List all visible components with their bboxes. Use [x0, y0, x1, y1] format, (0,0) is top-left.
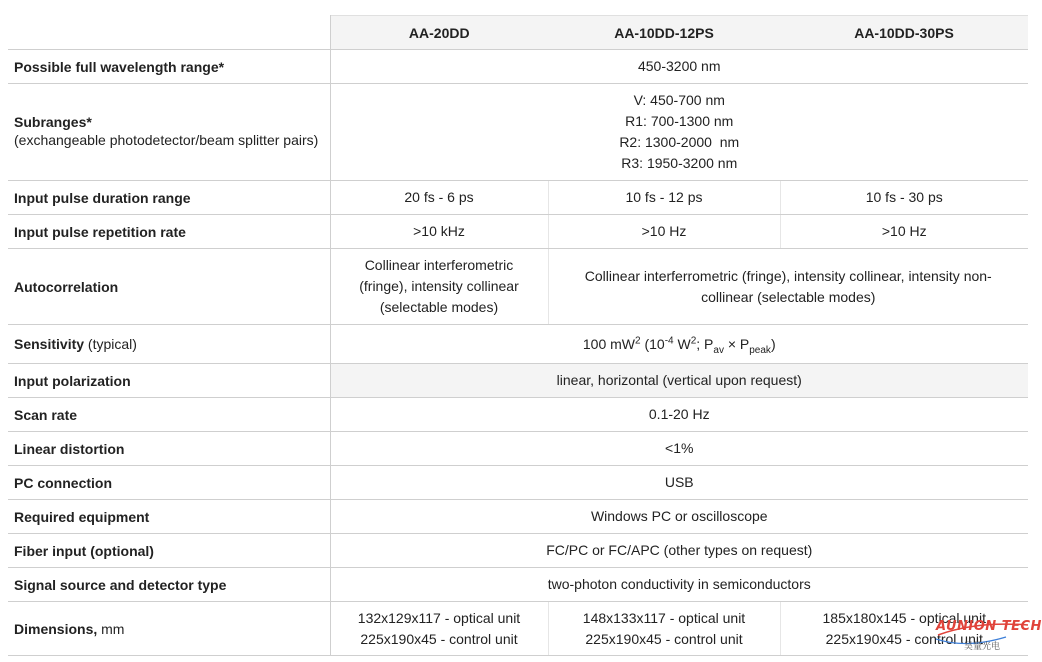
table-row [8, 84, 1028, 181]
sens-sup: 2 [635, 334, 641, 346]
table-header-row [8, 16, 1028, 50]
sens-sup: -4 [664, 334, 674, 346]
subrange-v: V: 450-700 nm [633, 92, 725, 108]
autocorr-line: collinear (selectable modes) [701, 288, 876, 305]
table-row [8, 215, 1028, 249]
sens-text: 100 mW [582, 335, 635, 352]
dimension-line: 132x129x117 - optical unit [357, 609, 521, 626]
table-row [8, 466, 1028, 500]
row-label: Input polarization [8, 364, 330, 398]
table-row [8, 398, 1028, 432]
cell-value: 20 fs - 6 ps [330, 181, 548, 215]
dimensions-label: Dimensions, [14, 620, 98, 637]
column-header-aa-10dd-12ps: AA-10DD-12PS [548, 16, 780, 50]
subrange-r2: R2: 1300-2000 nm [619, 134, 740, 150]
cell-value [330, 602, 548, 656]
dimension-line: 225x190x45 - control unit [825, 630, 983, 647]
dimension-line: 225x190x45 - control unit [360, 630, 518, 647]
row-label: PC connection [8, 466, 330, 500]
row-label: Required equipment [8, 500, 330, 534]
watermark-logo [936, 619, 1042, 655]
table-row [8, 432, 1028, 466]
row-label: Input pulse duration range [8, 181, 330, 215]
row-label: Fiber input (optional) [8, 534, 330, 568]
sens-text: (10 [640, 335, 665, 352]
cell-value: >10 Hz [548, 215, 780, 249]
row-value: USB [330, 466, 1028, 500]
table-row [8, 568, 1028, 602]
sensitivity-label: Sensitivity [14, 336, 85, 352]
row-label: Autocorrelation [8, 249, 330, 325]
sensitivity-note: (typical) [87, 336, 137, 352]
dimension-line: 148x133x117 - optical unit [582, 609, 746, 626]
sens-text: ; P [696, 335, 714, 352]
table-row [8, 364, 1028, 398]
header-corner [8, 16, 330, 50]
dimension-line: 225x190x45 - control unit [585, 630, 743, 647]
autocorr-line: Collinear interferrometric (fringe), intensity collinear, intensity non- [584, 267, 992, 284]
row-value: <1% [330, 432, 1028, 466]
subranges-label: Subranges* [14, 113, 92, 130]
watermark-subtext: 昊量光电 [964, 642, 1001, 652]
cell-value [548, 602, 780, 656]
autocorr-line: (fringe), intensity collinear [359, 278, 519, 294]
sens-text: W [673, 335, 691, 352]
cell-value [330, 249, 548, 325]
sens-sub: peak [749, 344, 771, 356]
row-label: Input pulse repetition rate [8, 215, 330, 249]
cell-value: >10 Hz [780, 215, 1028, 249]
row-label: Linear distortion [8, 432, 330, 466]
dimensions-unit: mm [101, 620, 125, 637]
sens-text: × P [723, 335, 750, 352]
spec-table [8, 15, 1028, 656]
table-row [8, 500, 1028, 534]
row-value: 0.1-20 Hz [330, 398, 1028, 432]
sens-sup: 2 [690, 334, 697, 346]
column-header-aa-10dd-30ps: AA-10DD-30PS [780, 16, 1028, 50]
row-value [330, 325, 1028, 364]
row-label [8, 84, 330, 181]
table-row [8, 602, 1028, 656]
subrange-r1: R1: 700-1300 nm [625, 113, 734, 129]
watermark-text: AUNION TECH [936, 619, 1042, 634]
row-label: Signal source and detector type [8, 568, 330, 602]
row-label [8, 602, 330, 656]
row-value: 450-3200 nm [330, 50, 1028, 84]
table-row [8, 50, 1028, 84]
row-value: two-photon conductivity in semiconductors [330, 568, 1028, 602]
cell-value [548, 249, 1028, 325]
autocorr-line: Collinear interferometric [364, 257, 514, 273]
column-header-aa-20dd: AA-20DD [330, 16, 548, 50]
table-row [8, 249, 1028, 325]
cell-value: 10 fs - 30 ps [780, 181, 1028, 215]
sens-text: ) [770, 335, 776, 352]
row-label: Scan rate [8, 398, 330, 432]
row-value: linear, horizontal (vertical upon request) [330, 364, 1028, 398]
subrange-r3: R3: 1950-3200 nm [621, 155, 738, 171]
table-row [8, 534, 1028, 568]
dimension-line: 185x180x145 - optical unit [822, 609, 986, 626]
subranges-note: (exchangeable photodetector/beam splitter pairs) [14, 131, 319, 148]
table-row [8, 325, 1028, 364]
sens-sub: av [713, 344, 724, 356]
cell-value: >10 kHz [330, 215, 548, 249]
row-label: Possible full wavelength range* [8, 50, 330, 84]
row-value [330, 84, 1028, 181]
row-label [8, 325, 330, 364]
row-value: FC/PC or FC/APC (other types on request) [330, 534, 1028, 568]
cell-value: 10 fs - 12 ps [548, 181, 780, 215]
table-row [8, 181, 1028, 215]
row-value: Windows PC or oscilloscope [330, 500, 1028, 534]
autocorr-line: (selectable modes) [379, 299, 499, 315]
